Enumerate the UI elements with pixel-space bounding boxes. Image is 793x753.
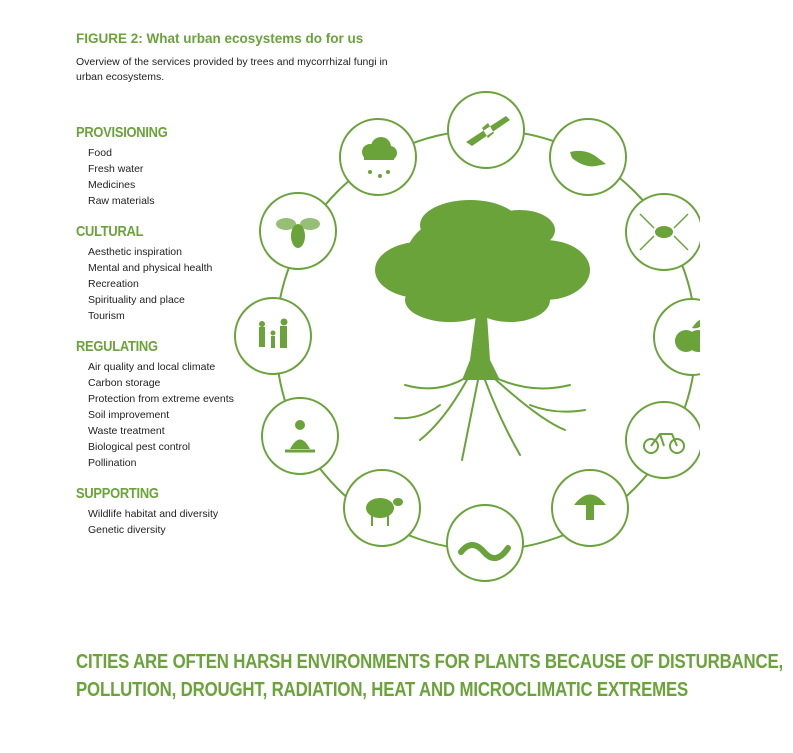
spider-icon [626, 194, 700, 270]
category-item: Tourism [88, 310, 125, 322]
category-item: Waste treatment [88, 425, 165, 437]
category-item: Soil improvement [88, 409, 170, 421]
bee-icon [260, 193, 336, 269]
category-item: Raw materials [88, 195, 155, 207]
figure-subtitle: Overview of the services provided by trees and mycorrhizal fungi in urban ecosystems. [76, 56, 388, 83]
category-item: Aesthetic inspiration [88, 246, 182, 258]
category-item: Food [88, 147, 112, 159]
category-heading: REGULATING [76, 338, 158, 355]
category-heading: SUPPORTING [76, 485, 159, 502]
figure-title: FIGURE 2: What urban ecosystems do for us [76, 31, 364, 46]
category-item: Protection from extreme events [88, 393, 234, 405]
bottom-banner [76, 648, 784, 704]
banner-line-1: CITIES ARE OFTEN HARSH ENVIRONMENTS FOR PLANTS BECAUSE OF DISTURBANCE, [76, 650, 784, 673]
sheep-icon [344, 470, 420, 546]
meditation-icon [262, 398, 338, 474]
category-item: Recreation [88, 278, 139, 290]
category-item: Fresh water [88, 163, 144, 175]
airplane-icon [448, 92, 524, 168]
family-icon [235, 298, 311, 374]
worm-icon [447, 505, 523, 581]
apple-icon [654, 299, 700, 375]
category-item: Biological pest control [88, 441, 191, 453]
bicycle-icon [626, 402, 700, 478]
category-heading: PROVISIONING [76, 124, 168, 141]
rain-cloud-icon [340, 119, 416, 195]
mushroom-icon [552, 470, 628, 546]
ecosystem-diagram [230, 80, 700, 600]
category-heading: CULTURAL [76, 223, 144, 240]
icon-ring [235, 92, 700, 581]
tree-with-roots-icon [375, 200, 590, 460]
banner-line-2: POLLUTION, DROUGHT, RADIATION, HEAT AND MICROCLIMATIC EXTREMES [76, 678, 689, 701]
category-item: Genetic diversity [88, 524, 166, 536]
category-item: Spirituality and place [88, 294, 185, 306]
category-item: Air quality and local climate [88, 361, 216, 373]
category-item: Medicines [88, 179, 136, 191]
category-item: Mental and physical health [88, 262, 213, 274]
category-item: Wildlife habitat and diversity [88, 508, 219, 520]
category-item: Pollination [88, 457, 137, 469]
bird-icon [550, 119, 626, 195]
category-item: Carbon storage [88, 377, 161, 389]
